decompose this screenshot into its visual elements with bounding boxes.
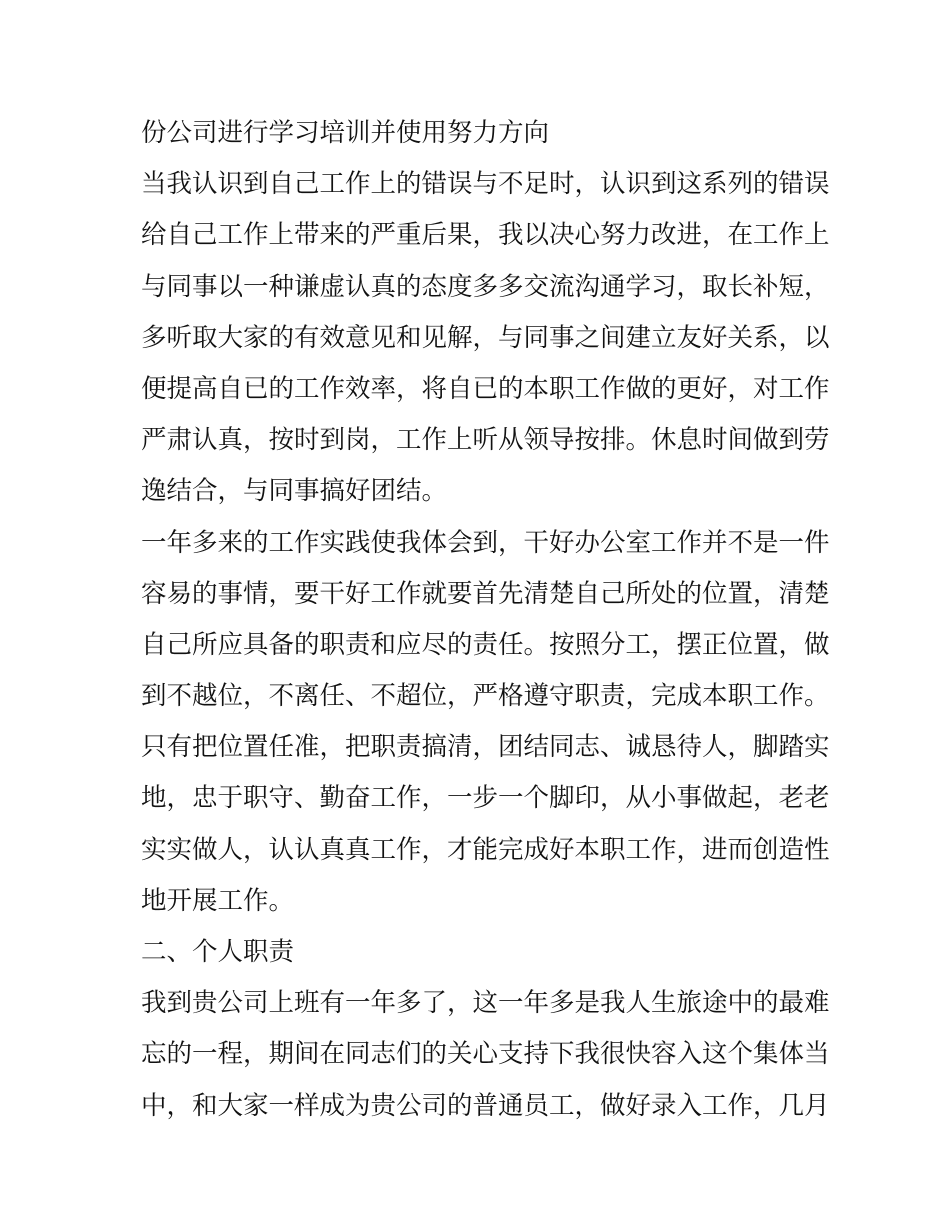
text-line: 我到贵公司上班有一年多了，这一年多是我人生旅途中的最难 [141, 988, 830, 1019]
text-line: 与同事以一种谦虚认真的态度多多交流沟通学习，取长补短， [141, 271, 830, 302]
text-line: 给自己工作上带来的严重后果，我以决心努力改进，在工作上 [141, 220, 830, 251]
text-line: 自己所应具备的职责和应尽的责任。按照分工，摆正位置，做 [141, 629, 830, 660]
text-line: 实实做人，认认真真工作，才能完成好本职工作，进而创造性 [141, 834, 830, 865]
text-line: 忘的一程，期间在同志们的关心支持下我很快容入这个集体当 [141, 1039, 830, 1070]
text-line: 一年多来的工作实践使我体会到，干好办公室工作并不是一件 [141, 527, 830, 558]
text-line: 当我认识到自己工作上的错误与不足时，认识到这系列的错误 [141, 169, 830, 200]
text-line: 多听取大家的有效意见和见解，与同事之间建立友好关系，以 [141, 322, 830, 353]
text-line: 份公司进行学习培训并使用努力方向 [141, 118, 550, 148]
text-line: 到不越位，不离任、不超位，严格遵守职责，完成本职工作。 [141, 681, 830, 712]
text-line: 严肃认真，按时到岗，工作上听从领导按排。休息时间做到劳 [141, 425, 830, 456]
text-line: 容易的事情，要干好工作就要首先清楚自己所处的位置，清楚 [141, 578, 830, 609]
text-line: 便提高自已的工作效率，将自已的本职工作做的更好，对工作 [141, 373, 830, 404]
document-body [141, 108, 830, 1132]
text-line: 逸结合，与同事搞好团结。 [141, 476, 448, 507]
text-line: 地，忠于职守、勤奋工作，一步一个脚印，从小事做起，老老 [141, 783, 830, 814]
text-line: 地开展工作。 [141, 885, 295, 916]
text-line: 中，和大家一样成为贵公司的普通员工，做好录入工作，几月 [141, 1090, 830, 1121]
section-heading: 二、个人职责 [141, 937, 295, 967]
text-line: 只有把位置任准，把职责搞清，团结同志、诚恳待人，脚踏实 [141, 732, 830, 763]
